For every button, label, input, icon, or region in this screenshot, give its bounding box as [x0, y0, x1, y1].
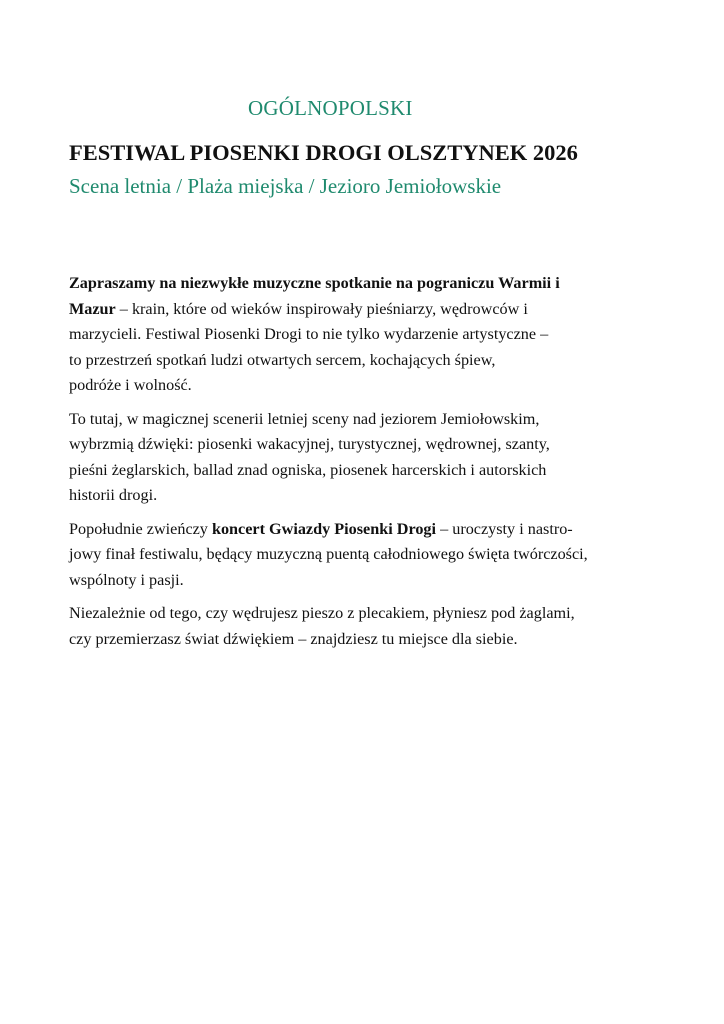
header-kicker: OGÓLNOPOLSKI	[248, 96, 413, 120]
intro-line-2	[69, 297, 669, 323]
intro-line-1: Zapraszamy na niezwykłe muzyczne spotkanie na pograniczu Warmii i	[69, 274, 560, 292]
page-subtitle: Scena letnia / Plaża miejska / Jezioro Jemiołowskie	[69, 174, 502, 198]
paragraph-closing	[69, 601, 669, 652]
closing-line-1: Niezależnie od tego, czy wędrujesz pieszo z plecakiem, płyniesz pod żaglami,	[69, 604, 575, 622]
paragraph-concert	[69, 517, 669, 594]
page-title: FESTIWAL PIOSENKI DROGI OLSZTYNEK 2026	[69, 140, 578, 165]
concert-line-1-bold: koncert Gwiazdy Piosenki Drogi	[211, 519, 437, 538]
concert-line-1	[69, 517, 669, 543]
intro-line-2-rest: – krain, które od wieków inspirowały pieśniarzy, wędrowców i	[115, 299, 528, 318]
concert-line-3: wspólnoty i pasji.	[69, 570, 184, 589]
paragraph-intro	[69, 271, 669, 399]
concert-line-1-post: – uroczysty i nastro-	[436, 519, 573, 538]
body-text	[69, 271, 669, 660]
concert-line-1-pre: Popołudnie zwieńczy	[69, 519, 212, 538]
intro-line-4: to przestrzeń spotkań ludzi otwartych sercem, kochających śpiew,	[69, 350, 496, 369]
intro-line-2-bold: Mazur	[69, 299, 116, 318]
scene-line-1: To tutaj, w magicznej scenerii letniej sceny nad jeziorem Jemiołowskim,	[69, 409, 540, 428]
scene-line-3: pieśni żeglarskich, ballad znad ogniska, piosenek harcerskich i autorskich	[69, 460, 547, 479]
concert-line-2: jowy finał festiwalu, będący muzyczną puentą całodniowego święta twórczości,	[69, 545, 588, 563]
intro-line-5: podróże i wolność.	[69, 376, 192, 394]
scene-line-2: wybrzmią dźwięki: piosenki wakacyjnej, turystycznej, wędrownej, szanty,	[69, 435, 550, 453]
closing-line-2: czy przemierzasz świat dźwiękiem – znajdziesz tu miejsce dla siebie.	[69, 629, 518, 648]
paragraph-scene	[69, 407, 669, 509]
scene-line-4: historii drogi.	[69, 486, 158, 504]
intro-line-3: marzycieli. Festiwal Piosenki Drogi to nie tylko wydarzenie artystyczne –	[69, 325, 549, 343]
